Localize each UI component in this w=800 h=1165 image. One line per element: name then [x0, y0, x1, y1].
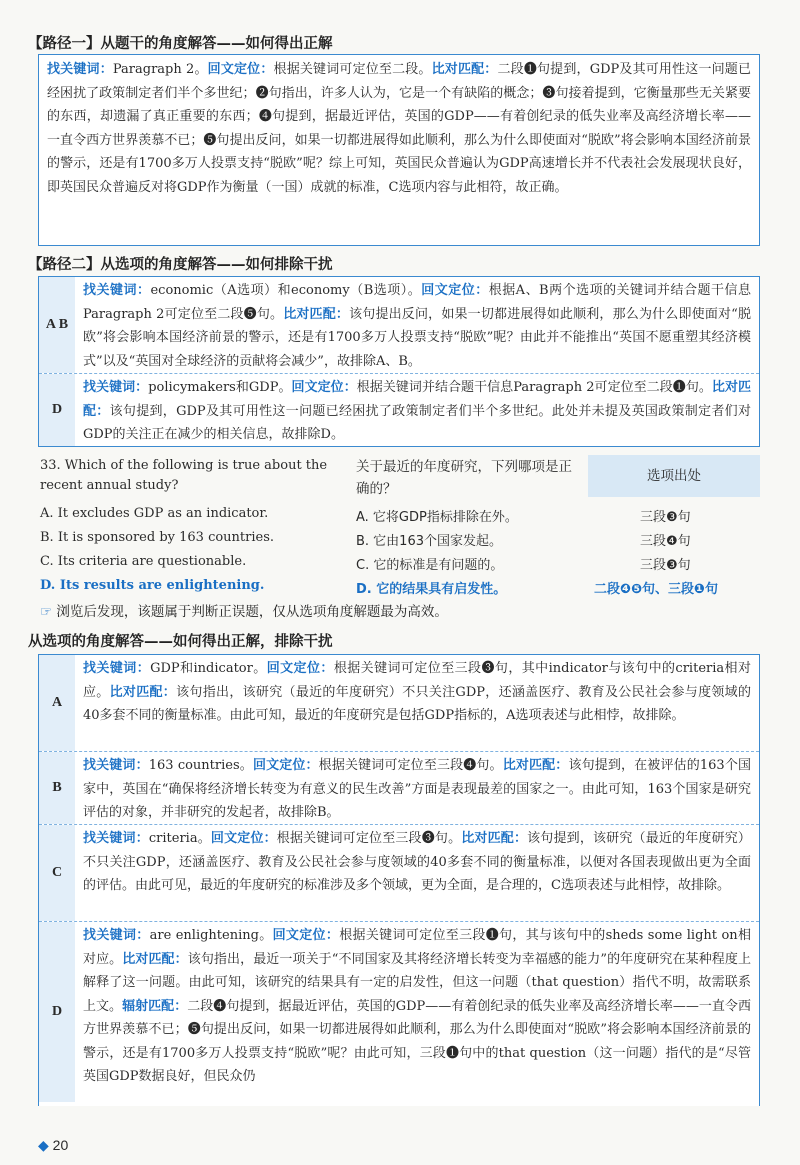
path3-row-d [39, 921, 759, 1102]
match-text: 该句提到，GDP及其可用性这一问题已经困扰了政策制定者们半个多世纪。此处并未提及英国政策制定者们对GDP的关注正在减少的相关信息，故排除D。 [83, 403, 751, 442]
path2-heading: 【路径二】从选项的角度解答——如何排除干扰 [28, 257, 333, 273]
path1-paragraph [47, 58, 751, 199]
match-text: 二段❶句提到，GDP及其可用性这一问题已经困扰了政策制定者们半个多世纪；❷句指出，许多人认为，它是一个有缺陷的概念；❸句接着提到，它衡量那些无关紧要的东西，却遗漏了真正重要的东西；❹句提到，据最近评估，英国的GDP——有着创纪录的低失业率及高经济增长率——一直令西方世界羡慕不已；❺句提出反问，如果一切都进展得如此顺利，那么为什么即使面对“脱欧”将会影响本国经济前景的警示，还是有1700多万人投票支持“脱欧”呢？综上可知，英国民众普遍认为GDP高速增长并不代表社会发展现状良好，即英国民众普遍反对将GDP作为衡量（一国）成就的标准，C选项内容与此相符，故正确。 [47, 62, 751, 195]
option-d-cn: D. 它的结果具有启发性。 [356, 582, 507, 597]
row-label: B [39, 752, 75, 824]
row-label: A B [39, 277, 75, 373]
page-number [38, 1137, 68, 1154]
question-en: 33. Which of the following is true about the recent annual study? [40, 458, 328, 493]
kw-text: Paragraph 2。 [112, 62, 208, 77]
match-text: 该句提到，该研究（最近的年度研究）不只关注GDP，还涵盖医疗、教育及公民社会参与度领域的40多套不同的衡量标准，以便对各国表现做出更为全面的评估。由此可见，最近的年度研究的标准涉及多个领域，更为全面，是合理的，C选项表述与此相悖，故排除。 [83, 831, 751, 893]
loc-label: 回文定位： [421, 283, 489, 298]
match-label: 比对匹配： [109, 684, 177, 700]
kw-label: 找关键词： [83, 928, 150, 943]
path1-box [38, 54, 760, 246]
match-label: 比对匹配： [431, 62, 498, 77]
match-label: 比对匹配： [122, 951, 188, 967]
kw-label: 找关键词： [83, 831, 149, 846]
path3-row-c [39, 824, 759, 921]
loc-text: 根据关键词可定位至三段❸句。 [276, 831, 462, 846]
extra-text: 二段❹句提到，据最近评估，英国的GDP——有着创纪录的低失业率及高经济增长率——一直令西方世界羡慕不已；❺句提出反问，如果一切都进展得如此顺利，那么为什么即使面对“脱欧”将会影响本国经济前景的警示，还是有1700多万人投票支持“脱欧”呢？由此可知，三段❶句中的that question（这一问题）指代的是“尽管英国GDP数据良好，但民众仍 [83, 998, 751, 1084]
match-label: 比对匹配： [461, 831, 528, 846]
path1-heading: 【路径一】从题干的角度解答——如何得出正解 [28, 36, 333, 52]
loc-text: 根据关键词可定位至三段❸句，其中indicator与该句中的criteria相对应。 [83, 661, 751, 700]
path2-row-d [39, 373, 759, 446]
pointer-icon: ☞ [40, 604, 53, 620]
option-a-src: 三段❸句 [640, 510, 691, 525]
extra-label: 辐射匹配： [122, 998, 188, 1014]
kw-text: economic（A选项）和economy（B选项）。 [150, 283, 422, 298]
path2-box [38, 276, 760, 447]
option-c-en: C. Its criteria are questionable. [40, 554, 247, 569]
option-c-cn: C. 它的标准是有问题的。 [356, 558, 504, 573]
match-text: 该句指出，最近一项关于“不同国家及其将经济增长转变为幸福感的能力”的年度研究在某种程度上解释了这一问题。由此可知，该研究的结果具有一定的启发性，但这一问题（that question）指代不明，故需联系上文。 [83, 951, 751, 1014]
path3-row-b [39, 751, 759, 824]
kw-label: 找关键词： [83, 380, 149, 395]
kw-label: 找关键词： [83, 283, 151, 298]
loc-text: 根据A、B两个选项的关键词并结合题干信息Paragraph 2可定位至二段❺句。 [83, 283, 751, 322]
loc-text: 根据关键词可定位至三段❶句，其与该句中的sheds some light on相对应。 [83, 928, 751, 967]
tip-text: 浏览后发现，该题属于判断正误题，仅从选项角度解题最为高效。 [56, 604, 448, 620]
question-cn: 关于最近的年度研究，下列哪项是正确的？ [356, 459, 572, 497]
option-b-src: 三段❹句 [640, 534, 691, 549]
loc-label: 回文定位： [272, 928, 340, 943]
source-header: 选项出处 [588, 455, 760, 497]
option-a-en: A. It excludes GDP as an indicator. [40, 506, 269, 521]
kw-text: criteria。 [148, 831, 211, 846]
option-d-src: 二段❹❺句、三段❶句 [594, 582, 719, 597]
option-b-en: B. It is sponsored by 163 countries. [40, 530, 275, 545]
kw-text: policymakers和GDP。 [148, 380, 292, 395]
option-a-cn: A. 它将GDP指标排除在外。 [356, 510, 518, 525]
loc-label: 回文定位： [266, 661, 334, 676]
path3-box [38, 654, 760, 1106]
option-c-src: 三段❸句 [640, 558, 691, 573]
row-label: D [39, 374, 75, 446]
loc-label: 回文定位： [210, 831, 277, 846]
path3-row-a [39, 655, 759, 751]
loc-text: 根据关键词并结合题干信息Paragraph 2可定位至二段❶句。 [356, 380, 712, 395]
tip-note [40, 600, 448, 620]
kw-label: 找关键词： [83, 661, 151, 676]
loc-label: 回文定位： [207, 62, 274, 77]
page-number-text: 20 [52, 1137, 69, 1153]
loc-text: 根据关键词可定位至三段❹句。 [318, 758, 503, 773]
match-label: 比对匹配： [502, 758, 569, 773]
row-label: A [39, 655, 75, 751]
option-d-en: D. Its results are enlightening. [40, 578, 265, 593]
path2-row-ab [39, 277, 759, 373]
kw-text: 163 countries。 [148, 758, 253, 773]
match-label: 比对匹配： [83, 380, 751, 419]
loc-label: 回文定位： [291, 380, 357, 395]
path3-heading: 从选项的角度解答——如何得出正解，排除干扰 [28, 634, 333, 650]
row-label: D [39, 922, 75, 1102]
loc-text: 根据关键词可定位至二段。 [273, 62, 432, 77]
loc-label: 回文定位： [252, 758, 319, 773]
match-label: 比对匹配： [283, 306, 350, 322]
match-text: 该句指出，该研究（最近的年度研究）不只关注GDP，还涵盖医疗、教育及公民社会参与度领域的40多套不同的衡量标准。由此可知，最近的年度研究是包括GDP指标的，A选项表述与此相悖，故排除。 [83, 684, 751, 723]
option-b-cn: B. 它由163个国家发起。 [356, 534, 502, 549]
row-label: C [39, 825, 75, 921]
book-icon: ◆ [38, 1137, 49, 1153]
match-text: 该句提到，在被评估的163个国家中，英国在“确保将经济增长转变为有意义的民生改善”方面是表现最差的国家之一。由此可知，163个国家是研究评估的对象，并非研究的发起者，故排除B。 [83, 758, 751, 820]
kw-text: GDP和indicator。 [150, 661, 267, 676]
kw-label: 找关键词： [47, 62, 113, 77]
kw-text: are enlightening。 [149, 928, 273, 943]
kw-label: 找关键词： [83, 758, 149, 773]
match-text: 该句提出反问，如果一切都进展得如此顺利，那么为什么即使面对“脱欧”将会影响本国经济前景的警示，还是有1700多万人投票支持“脱欧”呢？由此并不能推出“英国不愿重塑其经济模式”以及“英国对全球经济的贡献将会减少”，故排除A、B。 [83, 306, 751, 369]
